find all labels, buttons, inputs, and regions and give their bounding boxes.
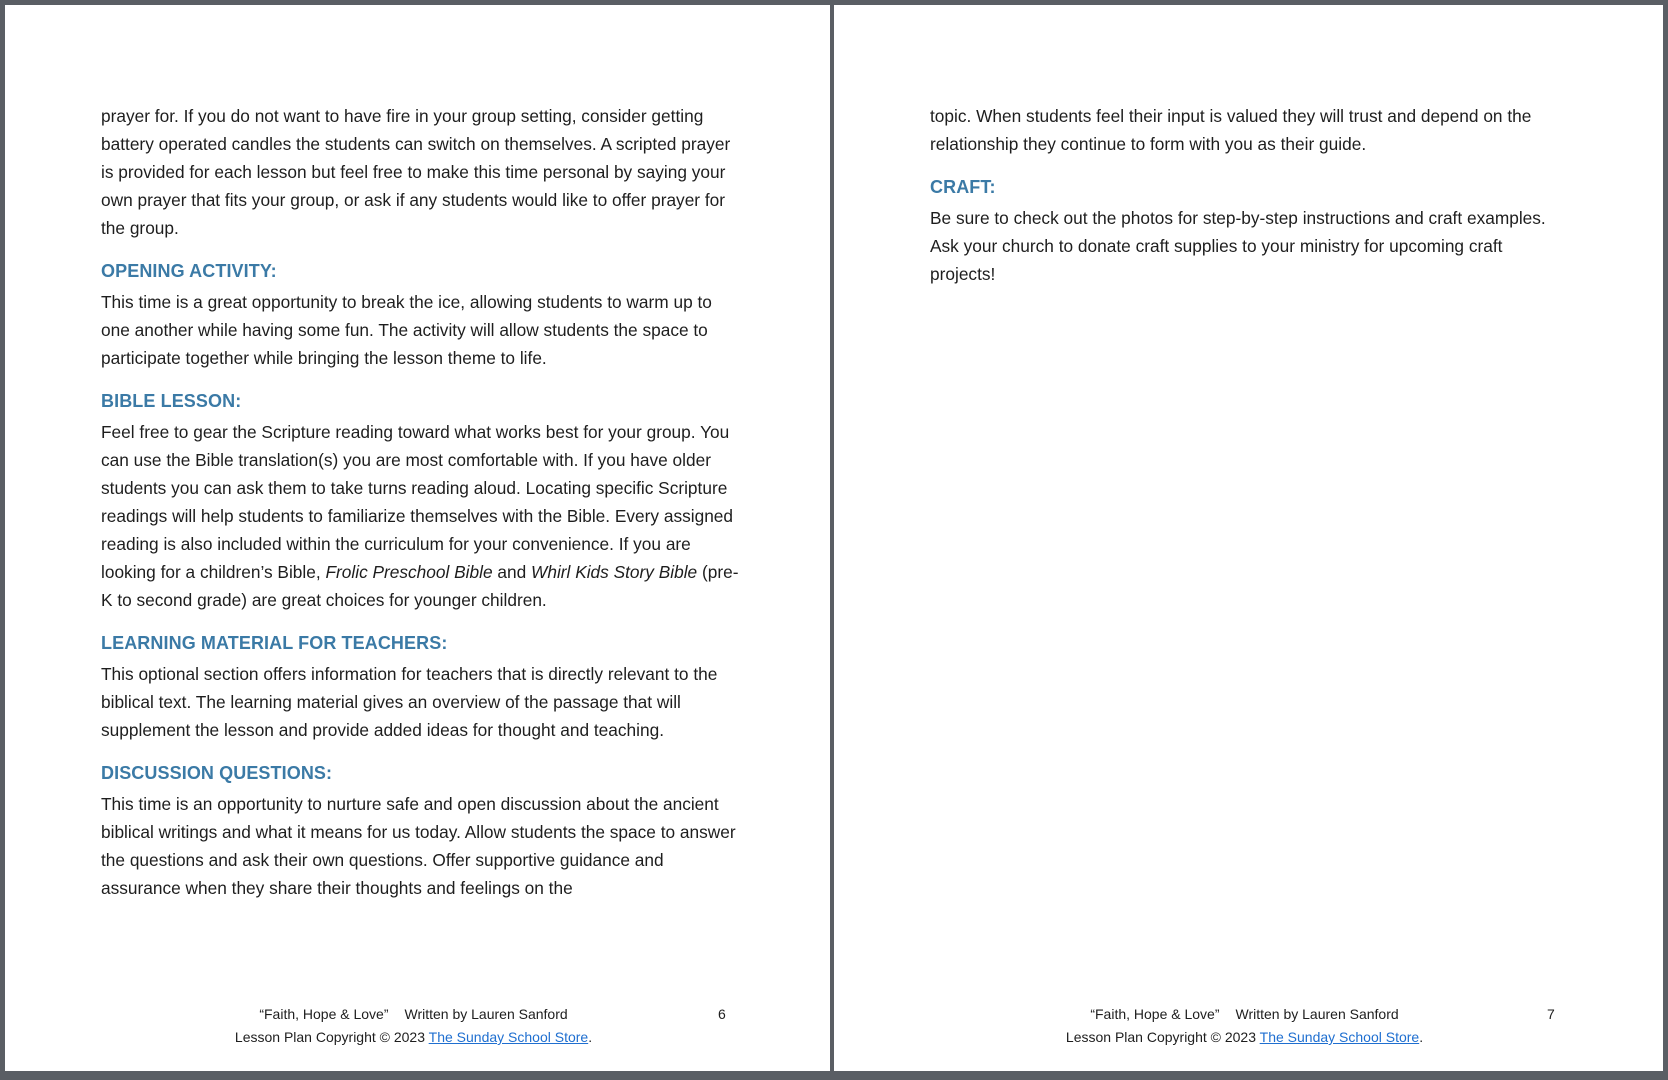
- bible-title-whirl: Whirl Kids Story Bible: [531, 562, 698, 582]
- section-heading-opening-activity: OPENING ACTIVITY:: [101, 261, 277, 281]
- page-body: [930, 102, 1570, 288]
- discussion-questions-text: This time is an opportunity to nurture safe and open discussion about the ancient biblical writings and what it means for us today. Allow students the space to answer the questions and ask their own questions. Offer supportive guidance and assurance when they share their thoughts and feelings on the: [101, 794, 736, 898]
- bible-lesson-text-part1: Feel free to gear the Scripture reading toward what works best for your group. You can use the Bible translation(s) you are most comfortable with. If you have older students you can ask them to take turns reading aloud. Locating specific Scripture readings will help students to familiarize themselves with the Bible. Every assigned reading is also included within the curriculum for your convenience. If you are looking for a children’s Bible,: [101, 422, 734, 582]
- footer-author: Written by Lauren Sanford: [404, 1006, 568, 1022]
- page-body: [101, 102, 741, 902]
- page-number: 7: [1547, 1006, 1555, 1022]
- footer-title-line: [1, 1003, 826, 1025]
- section-heading-learning-material: LEARNING MATERIAL FOR TEACHERS:: [101, 633, 448, 653]
- page-number: 6: [718, 1006, 726, 1022]
- learning-material-text: This optional section offers information for teachers that is directly relevant to the biblical text. The learning material gives an overview of the passage that will supplement the lesson and provide added ideas for thought and teaching.: [101, 664, 718, 740]
- section-heading-discussion-questions: DISCUSSION QUESTIONS:: [101, 763, 333, 783]
- footer-copyright: Lesson Plan Copyright © 2023: [1065, 1029, 1260, 1045]
- craft-text: Be sure to check out the photos for step-by-step instructions and craft examples. Ask your church to donate craft supplies to your ministry for upcoming craft projects!: [930, 208, 1546, 284]
- footer-author: Written by Lauren Sanford: [1235, 1006, 1399, 1022]
- bible-lesson-text-part3: (pre-K to second grade) are great choices for younger children.: [101, 562, 739, 610]
- footer-period: .: [588, 1029, 593, 1045]
- intro-paragraph: topic. When students feel their input is valued they will trust and depend on the relationship they continue to form with you as their guide.: [930, 106, 1532, 154]
- document-page-7: [834, 5, 1663, 1071]
- footer-copyright: Lesson Plan Copyright © 2023: [234, 1029, 429, 1045]
- bible-title-frolic: Frolic Preschool Bible: [325, 562, 493, 582]
- footer-copyright-line: [1, 1026, 826, 1048]
- sunday-school-store-link[interactable]: The Sunday School Store: [1259, 1029, 1420, 1045]
- sunday-school-store-link[interactable]: The Sunday School Store: [428, 1029, 589, 1045]
- bible-lesson-text: [101, 418, 741, 614]
- footer-title-line: [830, 1003, 1659, 1025]
- section-heading-craft: CRAFT:: [930, 177, 996, 197]
- bible-lesson-text-part2: and: [492, 562, 532, 582]
- footer-title: “Faith, Hope & Love”: [1090, 1006, 1220, 1022]
- footer-period: .: [1419, 1029, 1424, 1045]
- document-page-6: [5, 5, 830, 1071]
- intro-paragraph: prayer for. If you do not want to have fire in your group setting, consider getting battery operated candles the students can switch on themselves. A scripted prayer is provided for each lesson but feel free to make this time personal by saying your own prayer that fits your group, or ask if any students would like to offer prayer for the group.: [101, 106, 731, 238]
- opening-activity-text: This time is a great opportunity to break the ice, allowing students to warm up to one another while having some fun. The activity will allow students the space to participate together while bringing the lesson theme to life.: [101, 292, 712, 368]
- section-heading-bible-lesson: BIBLE LESSON:: [101, 391, 242, 411]
- footer-title: “Faith, Hope & Love”: [259, 1006, 389, 1022]
- footer-copyright-line: [830, 1026, 1659, 1048]
